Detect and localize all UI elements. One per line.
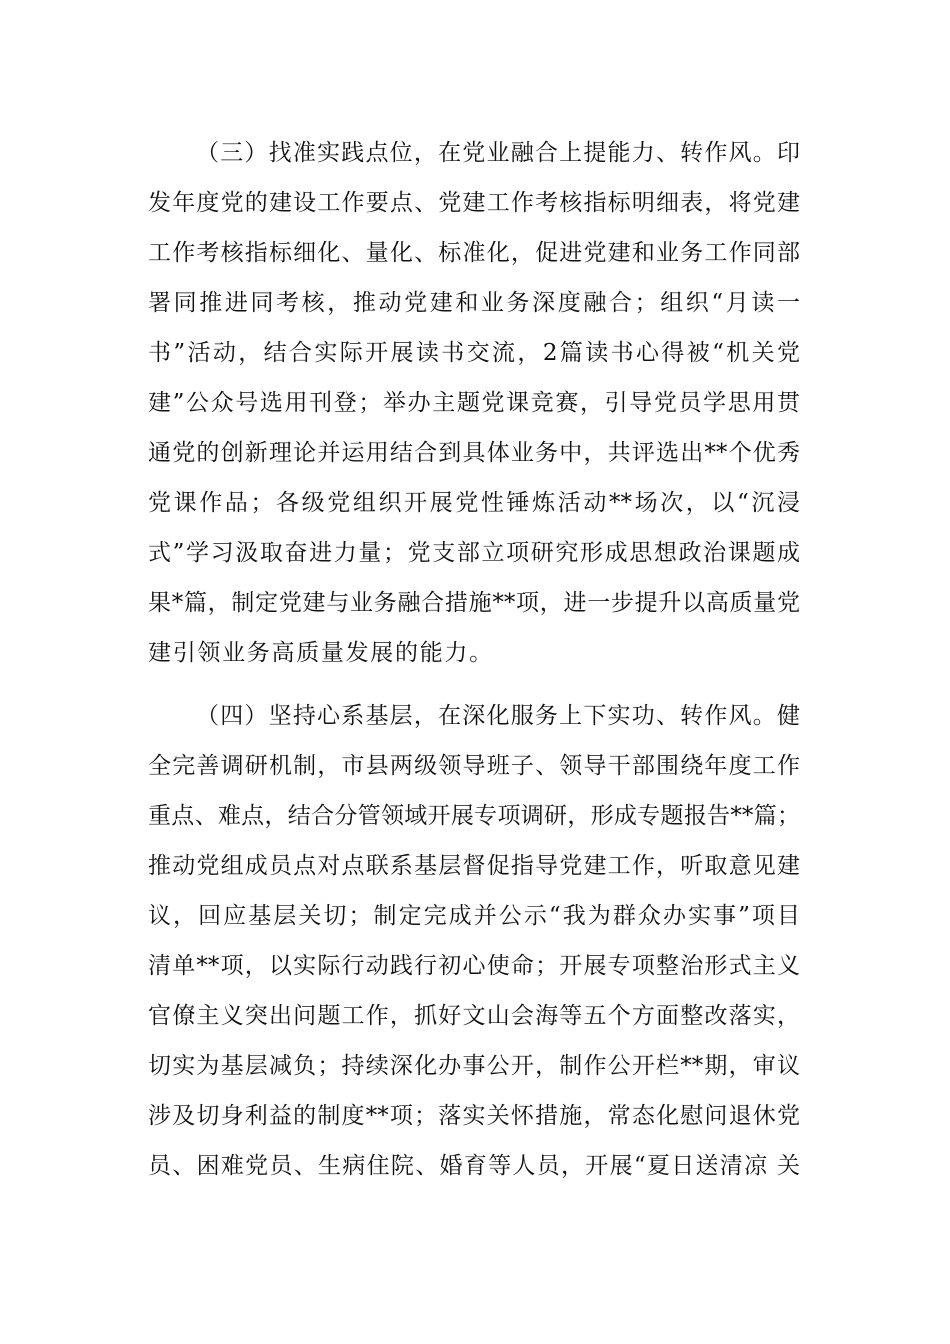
- paragraph-line: （三）找准实践点位，在党业融合上提能力、转作风。印: [196, 140, 800, 166]
- paragraph-line: （四）坚持心系基层，在深化服务上下实功、转作风。健: [196, 703, 800, 729]
- paragraph-line: 通党的创新理论并运用结合到具体业务中，共评选出**个优秀: [148, 440, 800, 466]
- paragraph-line: 工作考核指标细化、量化、标准化，促进党建和业务工作同部: [148, 240, 800, 266]
- paragraph-line: 建”公众号选用刊登；举办主题党课竞赛，引导党员学思用贯: [148, 390, 800, 416]
- paragraph-line: 发年度党的建设工作要点、党建工作考核指标明细表，将党建: [148, 190, 800, 216]
- paragraph-line: 官僚主义突出问题工作，抓好文山会海等五个方面整改落实，: [148, 1003, 800, 1029]
- document-page: [148, 128, 800, 1204]
- paragraph-three: [148, 128, 800, 678]
- paragraph-line: 议，回应基层关切；制定完成并公示“我为群众办实事”项目: [148, 903, 800, 929]
- paragraph-line: 建引领业务高质量发展的能力。: [148, 640, 494, 666]
- paragraph-line: 式”学习汲取奋进力量；党支部立项研究形成思想政治课题成: [148, 540, 800, 566]
- paragraph-four: [148, 691, 800, 1191]
- paragraph-line: 推动党组成员点对点联系基层督促指导党建工作，听取意见建: [148, 853, 800, 879]
- paragraph-line: 涉及切身利益的制度**项；落实关怀措施，常态化慰问退休党: [148, 1103, 800, 1129]
- paragraph-line: 员、困难党员、生病住院、婚育等人员，开展“夏日送清凉 关: [148, 1153, 800, 1179]
- paragraph-line: 切实为基层减负；持续深化办事公开，制作公开栏**期，审议: [148, 1053, 800, 1079]
- paragraph-line: 全完善调研机制，市县两级领导班子、领导干部围绕年度工作: [148, 753, 800, 779]
- paragraph-line: 清单**项，以实际行动践行初心使命；开展专项整治形式主义: [148, 953, 800, 979]
- paragraph-line: 党课作品；各级党组织开展党性锤炼活动**场次，以“沉浸: [148, 490, 800, 516]
- paragraph-line: 果*篇，制定党建与业务融合措施**项，进一步提升以高质量党: [148, 590, 800, 616]
- paragraph-line: 书”活动，结合实际开展读书交流，2篇读书心得被“机关党: [148, 340, 800, 366]
- paragraph-line: 署同推进同考核，推动党建和业务深度融合；组织“月读一: [148, 290, 800, 316]
- paragraph-line: 重点、难点，结合分管领域开展专项调研，形成专题报告**篇；: [148, 803, 800, 829]
